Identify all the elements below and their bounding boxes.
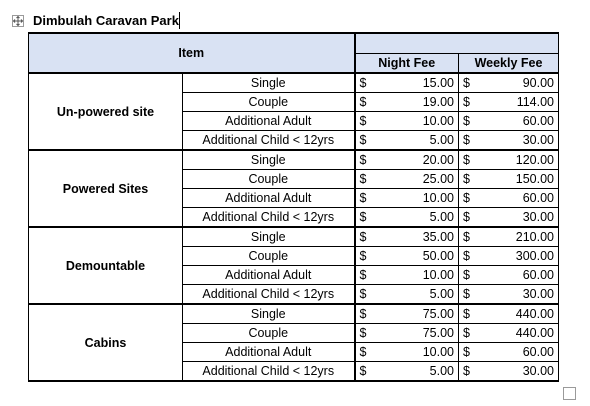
- table-header-row: [29, 33, 559, 53]
- fee-amount: 210.00: [515, 230, 554, 244]
- currency-symbol: $: [463, 249, 470, 263]
- fee-amount: 60.00: [522, 114, 554, 128]
- currency-symbol: $: [359, 249, 367, 263]
- fee-amount: 150.00: [515, 172, 554, 186]
- item-label-cell[interactable]: Couple: [183, 93, 355, 112]
- header-night-fee[interactable]: Night Fee: [355, 53, 459, 73]
- weekly-fee-cell[interactable]: [459, 150, 559, 170]
- currency-symbol: $: [359, 307, 367, 321]
- fee-amount: 50.00: [422, 249, 454, 263]
- item-label-cell[interactable]: Couple: [183, 247, 355, 266]
- fee-table[interactable]: [28, 32, 559, 382]
- category-cell[interactable]: Powered Sites: [29, 150, 183, 227]
- fee-amount: 15.00: [422, 76, 454, 90]
- currency-symbol: $: [359, 326, 367, 340]
- table-row: [29, 227, 559, 247]
- night-fee-cell[interactable]: [355, 208, 459, 228]
- category-cell[interactable]: Demountable: [29, 227, 183, 304]
- night-fee-cell[interactable]: [355, 266, 459, 285]
- currency-symbol: $: [359, 345, 367, 359]
- currency-symbol: $: [463, 133, 470, 147]
- currency-symbol: $: [463, 268, 470, 282]
- table-move-handle-icon[interactable]: [12, 15, 24, 27]
- fee-amount: 30.00: [522, 210, 554, 224]
- fee-amount: 114.00: [516, 95, 554, 109]
- night-fee-cell[interactable]: [355, 247, 459, 266]
- currency-symbol: $: [463, 76, 470, 90]
- currency-symbol: $: [463, 230, 470, 244]
- currency-symbol: $: [359, 268, 367, 282]
- weekly-fee-cell[interactable]: [459, 304, 559, 324]
- weekly-fee-cell[interactable]: [459, 247, 559, 266]
- fee-amount: 5.00: [429, 287, 454, 301]
- fee-amount: 10.00: [422, 114, 454, 128]
- currency-symbol: $: [463, 326, 470, 340]
- weekly-fee-cell[interactable]: [459, 362, 559, 382]
- fee-amount: 75.00: [422, 326, 454, 340]
- fee-amount: 10.00: [422, 268, 454, 282]
- fee-amount: 5.00: [429, 133, 454, 147]
- text-cursor: [179, 12, 180, 29]
- currency-symbol: $: [359, 76, 367, 90]
- item-label-cell[interactable]: Additional Child < 12yrs: [183, 285, 355, 305]
- item-label-cell[interactable]: Additional Adult: [183, 343, 355, 362]
- night-fee-cell[interactable]: [355, 131, 459, 151]
- currency-symbol: $: [463, 114, 470, 128]
- weekly-fee-cell[interactable]: [459, 266, 559, 285]
- fee-amount: 440.00: [515, 326, 554, 340]
- fee-amount: 90.00: [522, 76, 554, 90]
- item-label-cell[interactable]: Additional Child < 12yrs: [183, 131, 355, 151]
- document-title[interactable]: Dimbulah Caravan Park: [33, 13, 179, 28]
- fee-amount: 60.00: [522, 268, 554, 282]
- fee-amount: 10.00: [422, 345, 454, 359]
- weekly-fee-cell[interactable]: [459, 112, 559, 131]
- currency-symbol: $: [463, 95, 470, 109]
- currency-symbol: $: [359, 133, 367, 147]
- night-fee-cell[interactable]: [355, 112, 459, 131]
- fee-amount: 300.00: [515, 249, 554, 263]
- fee-amount: 19.00: [422, 95, 454, 109]
- item-label-cell[interactable]: Couple: [183, 170, 355, 189]
- fee-amount: 5.00: [429, 210, 454, 224]
- weekly-fee-cell[interactable]: [459, 170, 559, 189]
- header-blank-cell[interactable]: [355, 33, 559, 53]
- item-label-cell[interactable]: Additional Adult: [183, 189, 355, 208]
- item-label-cell[interactable]: Single: [183, 227, 355, 247]
- fee-amount: 25.00: [422, 172, 454, 186]
- header-weekly-fee[interactable]: Weekly Fee: [459, 53, 559, 73]
- currency-symbol: $: [463, 287, 470, 301]
- weekly-fee-cell[interactable]: [459, 227, 559, 247]
- category-cell[interactable]: Cabins: [29, 304, 183, 381]
- currency-symbol: $: [463, 364, 470, 378]
- currency-symbol: $: [463, 210, 470, 224]
- weekly-fee-cell[interactable]: [459, 208, 559, 228]
- fee-amount: 30.00: [522, 133, 554, 147]
- item-label-cell[interactable]: Couple: [183, 324, 355, 343]
- currency-symbol: $: [463, 191, 470, 205]
- fee-amount: 10.00: [422, 191, 454, 205]
- night-fee-cell[interactable]: [355, 324, 459, 343]
- night-fee-cell[interactable]: [355, 93, 459, 112]
- night-fee-cell[interactable]: [355, 227, 459, 247]
- night-fee-cell[interactable]: [355, 73, 459, 93]
- weekly-fee-cell[interactable]: [459, 324, 559, 343]
- currency-symbol: $: [359, 114, 367, 128]
- weekly-fee-cell[interactable]: [459, 73, 559, 93]
- currency-symbol: $: [359, 364, 367, 378]
- fee-amount: 30.00: [522, 287, 554, 301]
- item-label-cell[interactable]: Single: [183, 73, 355, 93]
- table-resize-handle[interactable]: [563, 387, 576, 400]
- weekly-fee-cell[interactable]: [459, 93, 559, 112]
- fee-amount: 20.00: [422, 153, 454, 167]
- item-label-cell[interactable]: Single: [183, 150, 355, 170]
- fee-amount: 75.00: [422, 307, 454, 321]
- currency-symbol: $: [359, 153, 367, 167]
- currency-symbol: $: [463, 307, 470, 321]
- item-label-cell[interactable]: Additional Child < 12yrs: [183, 362, 355, 382]
- weekly-fee-cell[interactable]: [459, 189, 559, 208]
- item-label-cell[interactable]: Single: [183, 304, 355, 324]
- item-label-cell[interactable]: Additional Adult: [183, 112, 355, 131]
- weekly-fee-cell[interactable]: [459, 285, 559, 305]
- night-fee-cell[interactable]: [355, 362, 459, 382]
- table-row: [29, 150, 559, 170]
- currency-symbol: $: [359, 230, 367, 244]
- night-fee-cell[interactable]: [355, 170, 459, 189]
- currency-symbol: $: [463, 345, 470, 359]
- table-row: [29, 73, 559, 93]
- weekly-fee-cell[interactable]: [459, 343, 559, 362]
- currency-symbol: $: [359, 191, 367, 205]
- fee-amount: 120.00: [515, 153, 554, 167]
- night-fee-cell[interactable]: [355, 189, 459, 208]
- table-row: [29, 304, 559, 324]
- item-label-cell[interactable]: Additional Child < 12yrs: [183, 208, 355, 228]
- currency-symbol: $: [359, 210, 367, 224]
- item-label-cell[interactable]: Additional Adult: [183, 266, 355, 285]
- currency-symbol: $: [359, 287, 367, 301]
- fee-amount: 30.00: [522, 364, 554, 378]
- night-fee-cell[interactable]: [355, 150, 459, 170]
- fee-amount: 35.00: [422, 230, 454, 244]
- night-fee-cell[interactable]: [355, 285, 459, 305]
- header-item[interactable]: Item: [29, 33, 355, 73]
- currency-symbol: $: [463, 153, 470, 167]
- currency-symbol: $: [359, 95, 367, 109]
- fee-amount: 60.00: [522, 345, 554, 359]
- currency-symbol: $: [359, 172, 367, 186]
- night-fee-cell[interactable]: [355, 304, 459, 324]
- fee-amount: 5.00: [429, 364, 454, 378]
- fee-amount: 440.00: [515, 307, 554, 321]
- currency-symbol: $: [463, 172, 470, 186]
- weekly-fee-cell[interactable]: [459, 131, 559, 151]
- category-cell[interactable]: Un-powered site: [29, 73, 183, 150]
- night-fee-cell[interactable]: [355, 343, 459, 362]
- fee-amount: 60.00: [522, 191, 554, 205]
